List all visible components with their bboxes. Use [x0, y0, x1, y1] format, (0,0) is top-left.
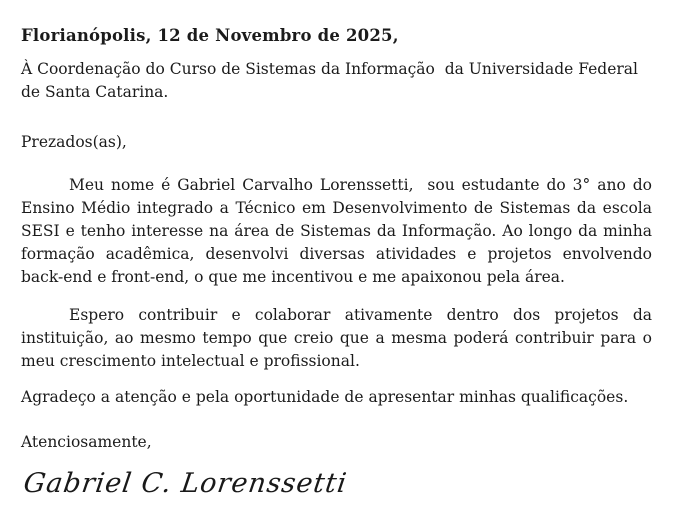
signoff: Atenciosamente, [21, 433, 152, 451]
body-paragraph-2: Espero contribuir e colaborar ativamente dentro dos projetos da instituição, ao mesmo tempo que creio que a mesma poderá contribuir para o meu crescimento intelectual e profissional. [21, 306, 657, 370]
body-paragraph-1: Meu nome é Gabriel Carvalho Lorenssetti, sou estudante do 3° ano do Ensino Médio integrado a Técnico em Desenvolvimento de Sistemas da escola SESI e tenho interesse na área de Sistemas da Informação. Ao longo da minha formação acadêmica, desenvolvi diversas atividades e projetos envolvendo back-end e front-end, o que me incentivou e me apaixonou pela área. [21, 176, 657, 286]
recipient-address: À Coordenação do Curso de Sistemas da Informação da Universidade Federal de Santa Catarina. [21, 60, 643, 101]
signature: Gabriel C. Lorenssetti [21, 468, 350, 499]
thanks-line: Agradeço a atenção e pela oportunidade de apresentar minhas qualificações. [21, 388, 629, 406]
salutation: Prezados(as), [21, 133, 127, 151]
date-line: Florianópolis, 12 de Novembro de 2025, [21, 26, 399, 45]
